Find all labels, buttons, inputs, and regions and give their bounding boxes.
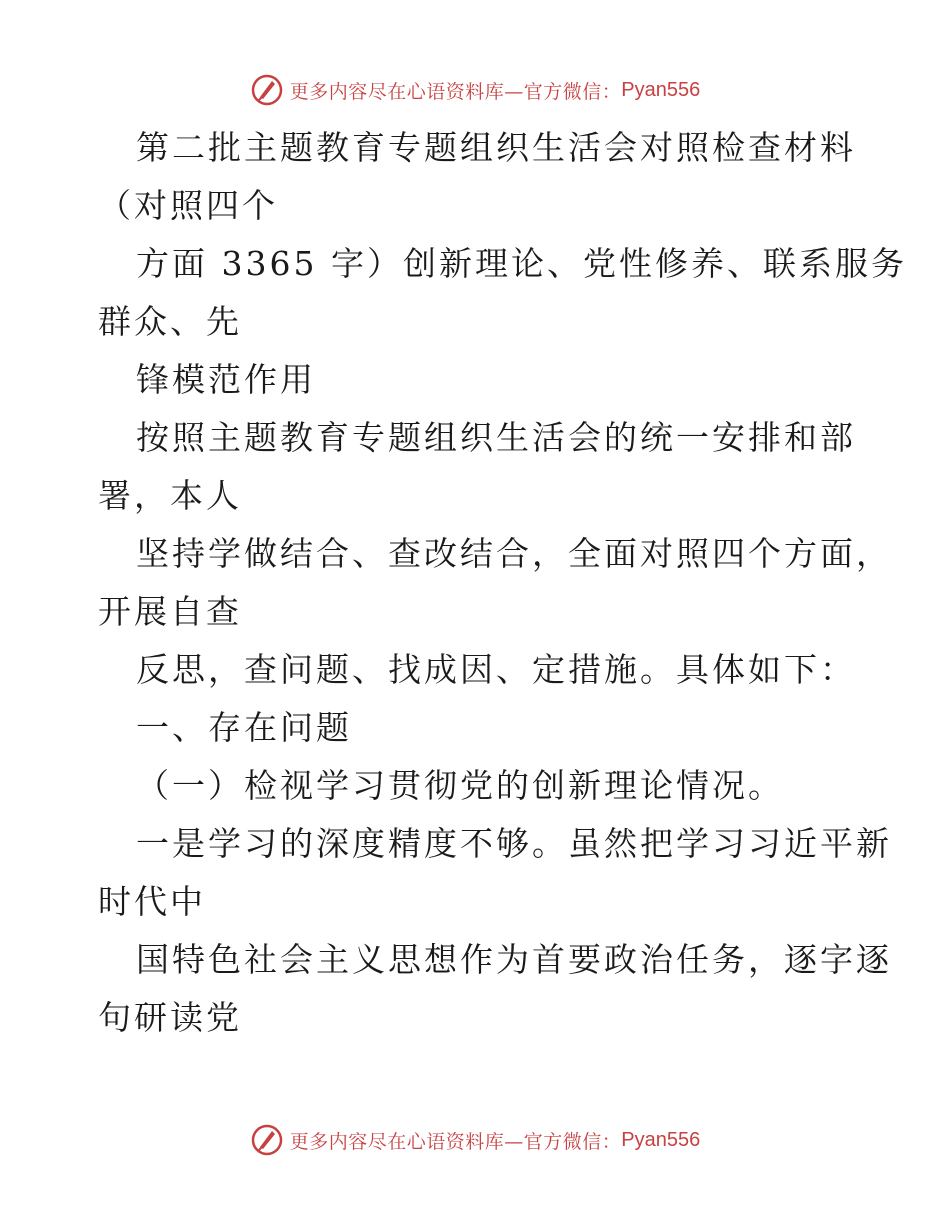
banner-text: 更多内容尽在心语资料库—官方微信： bbox=[289, 1130, 622, 1153]
footer-banner bbox=[0, 1120, 950, 1160]
subsection-heading: （一）检视学习贯彻党的创新理论情况。 bbox=[136, 766, 784, 805]
banner-wechat-id: Pyan556 bbox=[621, 1128, 701, 1151]
banner-text: 更多内容尽在心语资料库—官方微信： bbox=[289, 80, 622, 103]
doc-title-line-3: 方面 3365 字）创新理论、党性修养、联系服务 bbox=[136, 244, 907, 283]
paragraph-line: 一是学习的深度精度不够。虽然把学习习近平新 bbox=[136, 824, 892, 863]
paragraph-line: 按照主题教育专题组织生活会的统一安排和部 bbox=[136, 418, 856, 457]
doc-title-line-1: 第二批主题教育专题组织生活会对照检查材料 bbox=[136, 128, 856, 167]
quill-logo-icon bbox=[250, 73, 284, 107]
paragraph-line: 句研读党 bbox=[98, 998, 242, 1037]
section-heading: 一、存在问题 bbox=[136, 708, 352, 747]
paragraph-line: 开展自查 bbox=[98, 592, 242, 631]
header-banner bbox=[0, 70, 950, 110]
paragraph-line: 反思，查问题、找成因、定措施。具体如下： bbox=[136, 650, 856, 689]
banner-wechat-id: Pyan556 bbox=[621, 78, 701, 101]
paragraph-line: 署，本人 bbox=[98, 476, 242, 515]
doc-title-line-5: 锋模范作用 bbox=[136, 360, 316, 399]
paragraph-line: 国特色社会主义思想作为首要政治任务，逐字逐 bbox=[136, 940, 892, 979]
paragraph-line: 坚持学做结合、查改结合，全面对照四个方面， bbox=[136, 534, 892, 573]
doc-title-line-2: （对照四个 bbox=[98, 186, 278, 225]
doc-title-line-4: 群众、先 bbox=[98, 302, 242, 341]
quill-logo-icon bbox=[250, 1123, 284, 1157]
paragraph-line: 时代中 bbox=[98, 882, 206, 921]
